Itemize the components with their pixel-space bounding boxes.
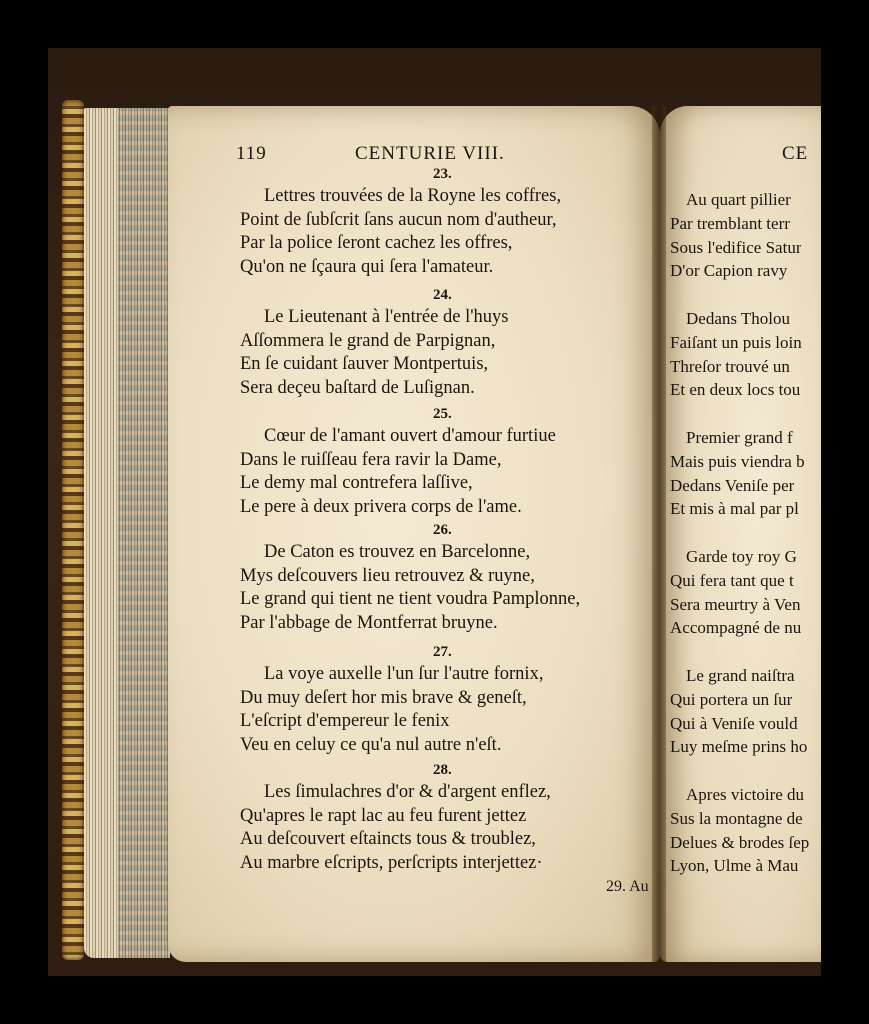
right-verse-line: Par tremblant terr [670,213,790,233]
catchword: 29. Au [606,878,649,895]
page-number: 119 [236,143,267,164]
book-gutter [652,106,666,962]
right-verse-line: Qui fera tant que t [670,570,794,590]
quatrain-number: 24. [433,287,452,303]
quatrain-number: 26. [433,522,452,538]
verse-line: Point de ſubſcrit ſans aucun nom d'autheur, [240,209,557,230]
right-verse-line: Accompagné de nu [670,618,802,638]
right-verse-line: D'or Capion ravy [670,261,788,281]
verse-line: Dans le ruiſſeau fera ravir la Dame, [240,449,502,470]
marbled-edge [118,108,172,958]
right-verse-line: Sera meurtry à Ven [670,594,801,614]
right-verse-line: Threſor trouvé un [670,356,790,376]
right-verse-line: Luy meſme prins ho [670,737,808,757]
verse-line: Sera deçeu baſtard de Luſignan. [240,378,475,399]
right-verse-line: Et mis à mal par pl [670,499,799,519]
quatrain-number: 27. [433,644,452,660]
right-verse-line: Et en deux locs tou [670,380,801,400]
right-verse-line: Qui à Veniſe vould [670,713,798,733]
right-verse-line: Sus la montagne de [670,808,803,828]
verse-line: Lettres trouvées de la Royne les coffres, [264,186,562,206]
quatrain-number: 25. [433,406,452,422]
verse-line: En ſe cuidant ſauver Montpertuis, [240,354,489,375]
right-verse-line: Delues & brodes ſep [670,832,810,852]
quatrain-number: 23. [433,166,452,182]
right-verse-line: Lyon, Ulme à Mau [670,856,799,876]
verse-line: Qu'apres le rapt lac au feu furent jettez [240,805,527,826]
right-verse-line: Premier grand f [686,428,793,447]
verse-line: Par la police ſeront cachez les offres, [240,233,513,254]
verse-line: La voye auxelle l'un ſur l'autre fornix, [264,664,544,684]
right-verse-line: Dedans Veniſe per [670,475,795,495]
verse-line: Le Lieutenant à l'entrée de l'huys [264,307,509,327]
right-verse-line: Garde toy roy G [686,547,797,566]
verse-line: Au marbre eſcripts, perſcripts interjettez· [240,853,543,874]
verse-line: Le demy mal contrefera laſſive, [240,473,473,494]
right-running-head: CE [782,143,809,164]
quatrain-number: 28. [433,762,452,778]
book-spine [62,100,84,960]
verse-line: De Caton es trouvez en Barcelonne, [264,542,531,562]
verse-line: Du muy deſert hor mis brave & geneſt, [240,687,527,708]
right-verse-line: Faiſant un puis loin [670,332,802,352]
right-verse-line: Sous l'edifice Satur [670,237,802,257]
right-verse-line: Mais puis viendra b [670,451,805,471]
right-verse-line: Au quart pillier [686,190,791,209]
verse-line: Qu'on ne ſçaura qui ſera l'amateur. [240,257,494,278]
running-head: CENTURIE VIII. [355,143,505,164]
right-verse-line: Le grand naiſtra [686,666,795,685]
verse-line: Le pere à deux privera corps de l'ame. [240,497,522,518]
verse-line: Aſſommera le grand de Parpignan, [240,330,496,351]
verse-line: Veu en celuy ce qu'a nul autre n'eſt. [240,735,502,756]
verse-line: L'eſcript d'empereur le fenix [240,711,450,732]
right-verse-line: Dedans Tholou [686,309,791,328]
verse-line: Au deſcouvert eſtaincts tous & troublez, [240,829,536,850]
right-verse-line: Qui portera un ſur [670,689,793,709]
right-verse-line: Apres victoire du [686,785,805,804]
verse-line: Le grand qui tient ne tient voudra Pamplonne, [240,589,581,610]
verse-line: Par l'abbage de Montferrat bruyne. [240,613,498,634]
verse-line: Mys deſcouvers lieu retrouvez & ruyne, [240,565,535,586]
verse-line: Cœur de l'amant ouvert d'amour furtiue [264,426,556,446]
verse-line: Les ſimulachres d'or & d'argent enflez, [264,782,551,802]
